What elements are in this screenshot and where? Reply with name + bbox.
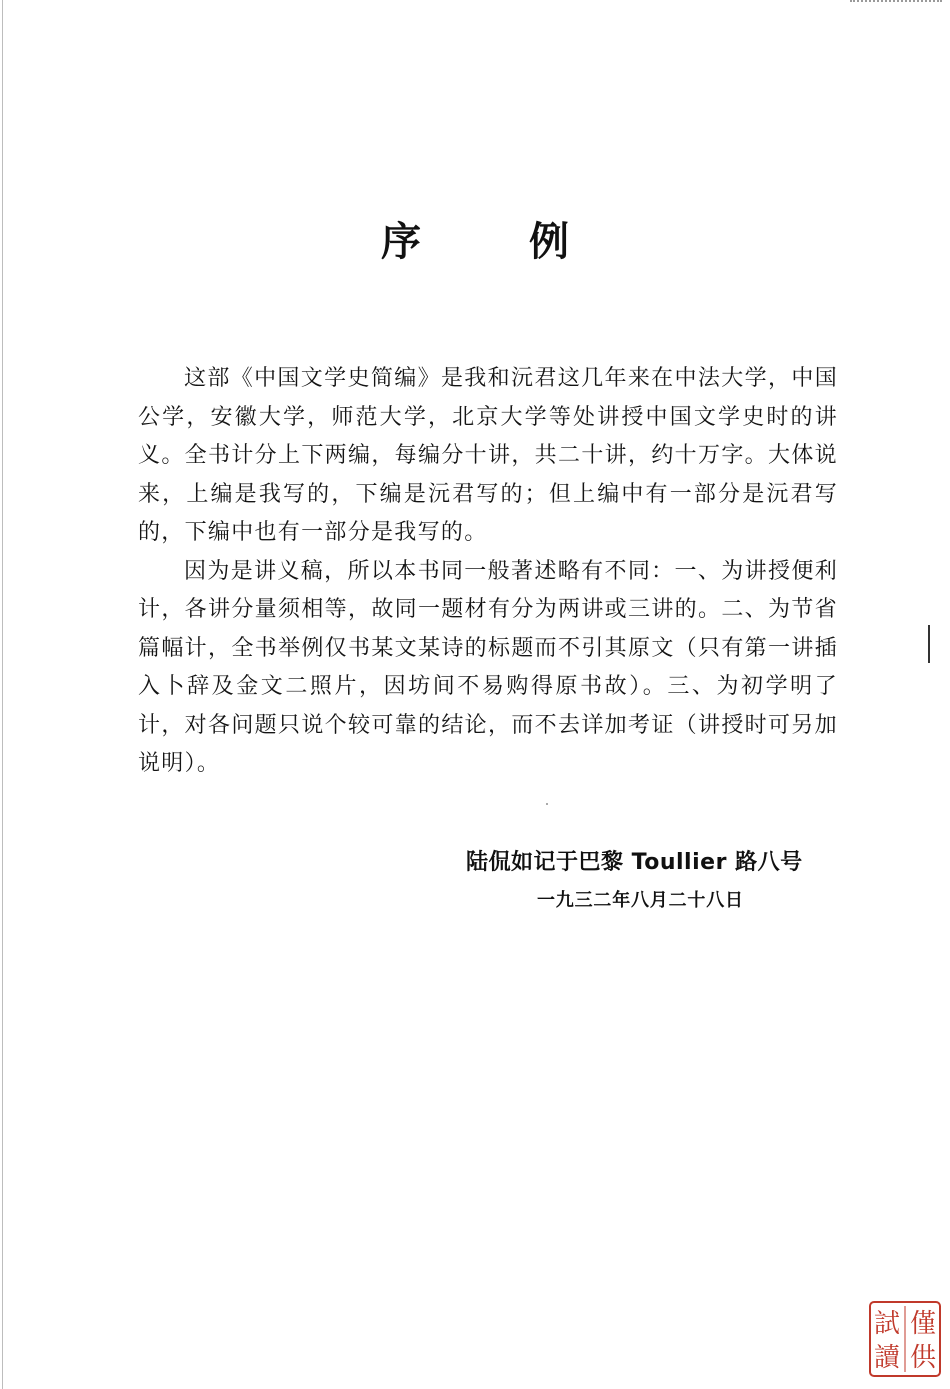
signature-date: 一九三二年八月二十八日 [537,890,744,911]
scan-margin-mark [928,625,930,663]
author-signature: 陆侃如记于巴黎 Toullier 路八号 [466,850,803,875]
trial-reading-seal [868,1300,942,1378]
page-title: 序 例 [381,219,603,265]
scan-top-mark [850,0,942,6]
preface-body [138,360,838,784]
page-edge-rule [2,0,3,1389]
scan-speck [546,803,548,805]
seal-char: 僅 [909,1309,937,1339]
seal-char: 供 [909,1343,937,1373]
seal-char: 讀 [873,1343,901,1373]
paragraph-2: 因为是讲义稿，所以本书同一般著述略有不同：一、为讲授便利计，各讲分量须相等，故同一题材有分为两讲或三讲的。二、为节省篇幅计，全书举例仅书某文某诗的标题而不引其原文（只有第一讲插入卜辞及金文二照片，因坊间不易购得原书故）。三、为初学明了计，对各问题只说个较可靠的结论，而不去详加考证（讲授时可另加说明）。 [138,558,838,776]
paragraph-1: 这部《中国文学史简编》是我和沅君这几年来在中法大学，中国公学，安徽大学，师范大学，北京大学等处讲授中国文学史时的讲义。全书计分上下两编，每编分十讲，共二十讲，约十万字。大体说来，上编是我写的，下编是沅君写的；但上编中有一部分是沅君写的，下编中也有一部分是我写的。 [138,366,838,545]
seal-char: 試 [873,1309,901,1339]
